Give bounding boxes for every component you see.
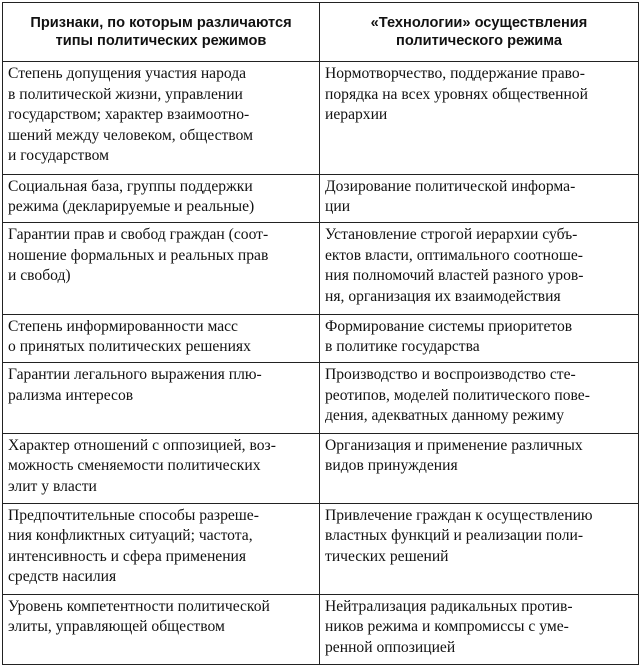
table-row	[3, 363, 639, 433]
table-header-row	[3, 3, 639, 62]
technology-cell: Установление строгой иерархии субъ- ектов власти, оптимального соотноше- ния полномочий властей разного уров- ня, организация их взаимодействия	[320, 223, 639, 314]
criteria-cell: Гарантии легального выражения плю- рализма интересов	[3, 363, 320, 433]
header-cell-technologies: «Технологии» осуществления политического режима	[320, 3, 639, 62]
technology-cell: Нейтрализация радикальных против- ников режима и компромиссы с уме- ренной оппозицией	[320, 594, 639, 664]
criteria-cell: Уровень компетентности политической элиты, управляющей обществом	[3, 594, 320, 664]
criteria-cell: Гарантии прав и свобод граждан (соот- ношение формальных и реальных прав и свобод)	[3, 223, 320, 314]
table-row	[3, 223, 639, 314]
technology-cell: Производство и воспроизводство сте- реотипов, моделей политического пове- дения, адекватных данному режиму	[320, 363, 639, 433]
table-row	[3, 62, 639, 175]
political-regimes-table	[2, 2, 639, 665]
criteria-cell: Степень информированности масс о принятых политических решениях	[3, 314, 320, 363]
criteria-cell: Характер отношений с оппозицией, воз- можность сменяемости политических элит у власти	[3, 433, 320, 503]
table-row	[3, 174, 639, 223]
table-row	[3, 314, 639, 363]
table-row	[3, 433, 639, 503]
criteria-cell: Социальная база, группы поддержки режима (декларируемые и реальные)	[3, 174, 320, 223]
technology-cell: Нормотворчество, поддержание право- порядка на всех уровнях общественной иерархии	[320, 62, 639, 175]
technology-cell: Привлечение граждан к осуществлению властных функций и реализации поли- тических решений	[320, 503, 639, 594]
table-row	[3, 503, 639, 594]
technology-cell: Организация и применение различных видов принуждения	[320, 433, 639, 503]
criteria-cell: Степень допущения участия народа в политической жизни, управлении государством; характер взаимоотно- шений между человеком, обществом и государством	[3, 62, 320, 175]
comparison-table-container	[2, 2, 638, 665]
technology-cell: Формирование системы приоритетов в политике государства	[320, 314, 639, 363]
table-row	[3, 594, 639, 664]
technology-cell: Дозирование политической информа- ции	[320, 174, 639, 223]
criteria-cell: Предпочтительные способы разреше- ния конфликтных ситуаций; частота, интенсивность и сфера применения средств насилия	[3, 503, 320, 594]
header-cell-criteria: Признаки, по которым различаются типы политических режимов	[3, 3, 320, 62]
